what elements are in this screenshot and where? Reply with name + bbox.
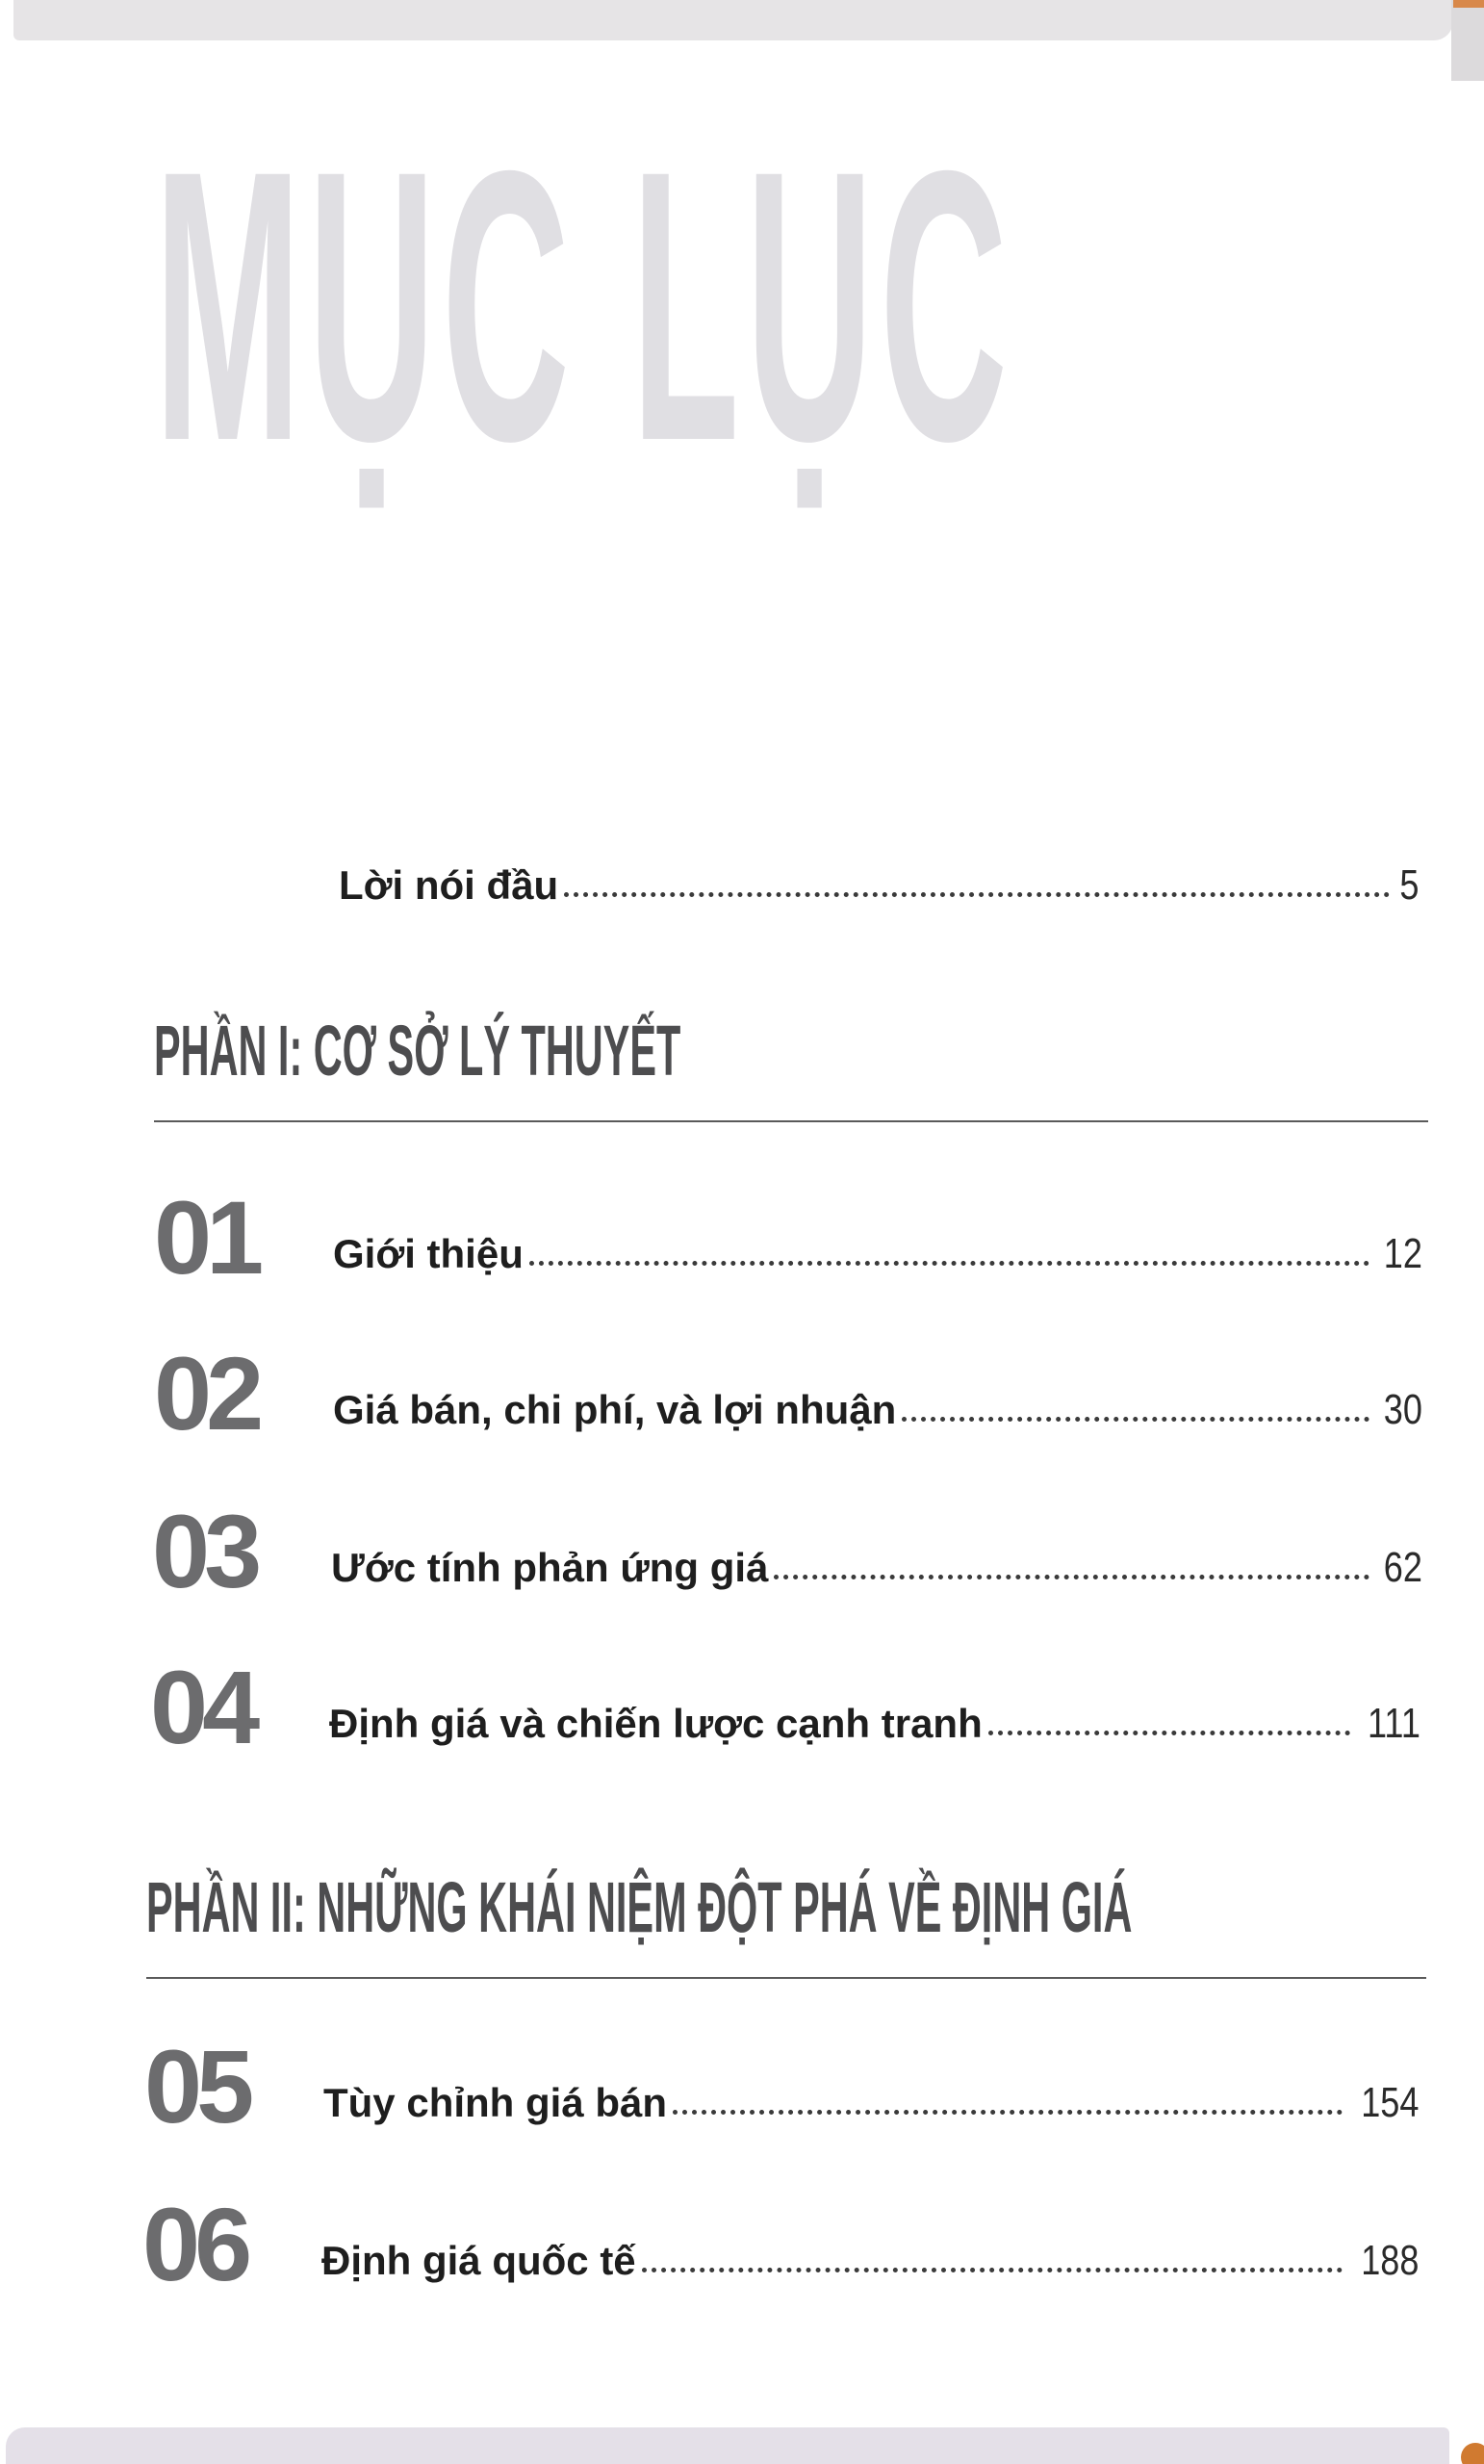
scan-edge-orange-bottom [1461, 2443, 1484, 2464]
chapter-title: Định giá và chiến lược cạnh tranh [329, 1700, 983, 1746]
chapter-number: 05 [144, 2028, 249, 2144]
dot-leader [774, 1567, 1369, 1579]
chapter-number: 03 [152, 1493, 257, 1609]
part-2-heading: PHẦN II: NHỮNG KHÁI NIỆM ĐỘT PHÁ VỀ ĐỊNH GIÁ [146, 1867, 1133, 1947]
dot-leader [564, 885, 1389, 897]
chapter-number: 06 [142, 2186, 247, 2302]
chapter-entry[interactable] [142, 2186, 1419, 2302]
chapter-title: Giới thiệu [333, 1230, 524, 1276]
preface-label: Lời nói đầu [339, 862, 559, 908]
chapter-entry[interactable] [154, 1179, 1422, 1296]
chapter-entry[interactable] [144, 2028, 1419, 2144]
scan-edge-orange-top [1453, 0, 1484, 8]
chapter-page-number: 30 [1383, 1385, 1422, 1433]
chapter-title: Tùy chỉnh giá bán [323, 2079, 668, 2125]
dot-leader [902, 1409, 1369, 1422]
chapter-page-number: 188 [1360, 2236, 1419, 2284]
chapter-title: Định giá quốc tế [321, 2237, 636, 2283]
chapter-page-number: 62 [1383, 1543, 1422, 1591]
preface-page-number: 5 [1398, 861, 1419, 909]
dot-leader [673, 2102, 1343, 2115]
chapter-title: Ước tính phản ứng giá [331, 1544, 769, 1590]
chapter-entry[interactable] [152, 1493, 1422, 1609]
chapter-number: 01 [154, 1179, 259, 1296]
chapter-number: 04 [150, 1649, 255, 1765]
chapter-entry[interactable] [154, 1335, 1422, 1451]
scan-edge-top-right [1451, 0, 1484, 81]
scan-edge-bottom [6, 2427, 1449, 2464]
preface-entry[interactable] [339, 861, 1419, 910]
chapter-page-number: 154 [1360, 2078, 1419, 2126]
dot-leader [529, 1253, 1369, 1266]
dot-leader [988, 1723, 1350, 1735]
chapter-page-number: 111 [1368, 1699, 1420, 1747]
chapter-title: Giá bán, chi phí, và lợi nhuận [333, 1386, 897, 1432]
part-1-heading: PHẦN I: CƠ SỞ LÝ THUYẾT [154, 1011, 681, 1091]
chapter-number: 02 [154, 1335, 259, 1451]
chapter-entry[interactable] [150, 1649, 1420, 1765]
scan-edge-top [13, 0, 1453, 40]
part-1-rule [154, 1120, 1428, 1122]
dot-leader [642, 2260, 1343, 2272]
page-title: MỤC LỤC [154, 90, 1014, 521]
chapter-page-number: 12 [1383, 1229, 1422, 1277]
part-2-rule [146, 1977, 1426, 1979]
